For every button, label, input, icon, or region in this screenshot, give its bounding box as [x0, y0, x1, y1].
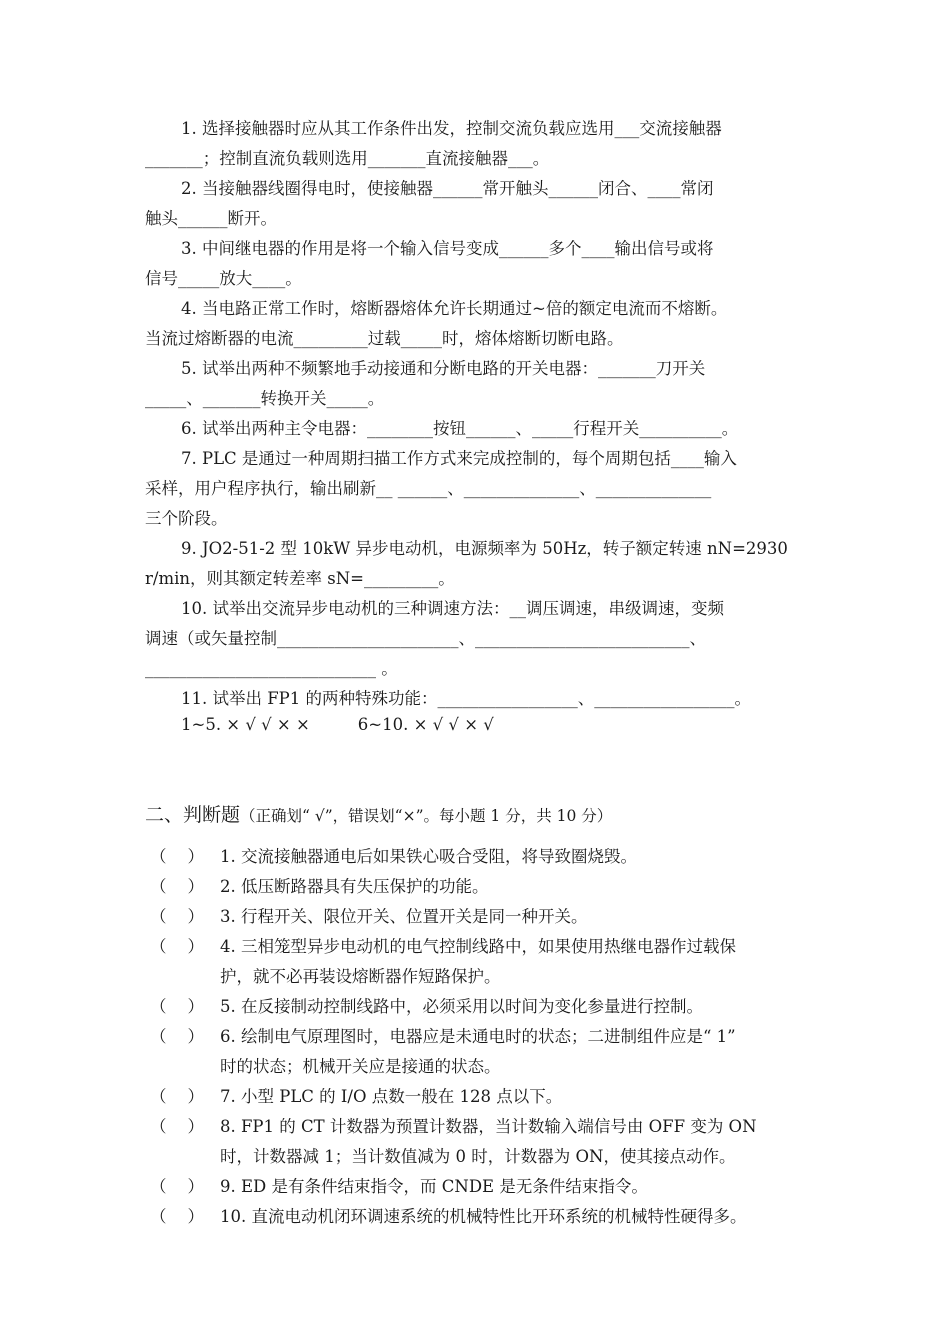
question-3 — [145, 234, 805, 294]
question-line: 5. 试举出两种不频繁地手动接通和分断电路的开关电器：_______刀开关 — [181, 359, 706, 378]
question-line: _____、_______转换开关_____。 — [145, 389, 385, 408]
tf-item-5 — [150, 992, 810, 1022]
question-line: 信号_____放大____。 — [145, 269, 302, 288]
question-line: 9. JO2-51-2 型 10kW 异步电动机，电源频率为 50Hz，转子额定转速 nN=2930 — [181, 539, 788, 558]
question-5 — [145, 354, 805, 414]
question-line: 触头______断开。 — [145, 209, 277, 228]
question-2 — [145, 174, 805, 234]
tf-text: 6. 绘制电气原理图时，电器应是未通电时的状态；二进制组件应是“ 1” — [220, 1027, 736, 1046]
question-9 — [145, 534, 805, 594]
question-1 — [145, 114, 805, 174]
tf-item-3 — [150, 902, 810, 932]
question-line: r/min，则其额定转差率 sN=_________。 — [145, 569, 455, 588]
section-2-heading — [145, 800, 612, 827]
tf-text: 1. 交流接触器通电后如果铁心吸合受阻，将导致圈烧毁。 — [220, 847, 637, 866]
answer-blank[interactable]: （ ） — [150, 1117, 204, 1136]
answer-blank[interactable]: （ ） — [150, 1177, 204, 1196]
question-line: 10. 试举出交流异步电动机的三种调速方法：__调压调速，串级调速，变频 — [181, 599, 724, 618]
question-line: 3. 中间继电器的作用是将一个输入信号变成______多个____输出信号或将 — [181, 239, 714, 258]
tf-text-continued: 时，计数器减 1；当计数值减为 0 时，计数器为 ON，使其接点动作。 — [220, 1147, 736, 1166]
tf-item-6 — [150, 1022, 810, 1082]
tf-item-2 — [150, 872, 810, 902]
tf-text: 9. ED 是有条件结束指令，而 CNDE 是无条件结束指令。 — [220, 1177, 648, 1196]
answer-key-group-1: 1~5. × √ √ × × — [181, 715, 310, 734]
tf-text: 10. 直流电动机闭环调速系统的机械特性比开环系统的机械特性硬得多。 — [220, 1207, 747, 1226]
question-line: 1. 选择接触器时应从其工作条件出发，控制交流负载应选用___交流接触器 — [181, 119, 722, 138]
tf-item-1 — [150, 842, 810, 872]
tf-text-continued: 护，就不必再装设熔断器作短路保护。 — [220, 967, 501, 986]
tf-item-10 — [150, 1202, 810, 1232]
question-line: ____________________________ 。 — [145, 659, 398, 678]
tf-text: 8. FP1 的 CT 计数器为预置计数器，当计数输入端信号由 OFF 变为 ON — [220, 1117, 757, 1136]
question-line: 三个阶段。 — [145, 509, 228, 528]
question-line: 2. 当接触器线圈得电时，使接触器______常开触头______闭合、____常闭 — [181, 179, 714, 198]
question-10 — [145, 594, 805, 684]
answer-blank[interactable]: （ ） — [150, 1207, 204, 1226]
tf-text: 5. 在反接制动控制线路中，必须采用以时间为变化参量进行控制。 — [220, 997, 703, 1016]
answer-blank[interactable]: （ ） — [150, 937, 204, 956]
question-line: 4. 当电路正常工作时，熔断器熔体允许长期通过~倍的额定电流而不熔断。 — [181, 299, 728, 318]
question-line: 调速（或矢量控制______________________、__________________________、 — [145, 629, 706, 648]
tf-text: 3. 行程开关、限位开关、位置开关是同一种开关。 — [220, 907, 588, 926]
question-line: 6. 试举出两种主令电器：________按钮______、_____行程开关__________。 — [181, 419, 739, 438]
question-line: _______；控制直流负载则选用_______直流接触器___。 — [145, 149, 550, 168]
answer-blank[interactable]: （ ） — [150, 1087, 204, 1106]
tf-text-continued: 时的状态；机械开关应是接通的状态。 — [220, 1057, 501, 1076]
fill-in-section — [145, 114, 805, 714]
question-line: 当流过熔断器的电流_________过载_____时，熔体熔断切断电路。 — [145, 329, 624, 348]
question-4 — [145, 294, 805, 354]
section-instructions: （正确划“ √”，错误划“×”。每小题 1 分，共 10 分） — [240, 807, 613, 825]
question-line: 11. 试举出 FP1 的两种特殊功能：_________________、_________________。 — [181, 689, 752, 708]
answer-blank[interactable]: （ ） — [150, 847, 204, 866]
tf-text: 7. 小型 PLC 的 I/O 点数一般在 128 点以下。 — [220, 1087, 563, 1106]
section-title: 二、判断题 — [145, 804, 241, 826]
answer-key-line — [181, 710, 494, 740]
answer-blank[interactable]: （ ） — [150, 1027, 204, 1046]
question-7 — [145, 444, 805, 534]
answer-key-group-2: 6~10. × √ √ × √ — [357, 715, 494, 734]
tf-text: 2. 低压断路器具有失压保护的功能。 — [220, 877, 489, 896]
tf-item-8 — [150, 1112, 810, 1172]
tf-item-4 — [150, 932, 810, 992]
question-6 — [145, 414, 805, 444]
tf-item-7 — [150, 1082, 810, 1112]
tf-item-9 — [150, 1172, 810, 1202]
question-line: 7. PLC 是通过一种周期扫描工作方式来完成控制的，每个周期包括____输入 — [181, 449, 737, 468]
question-line: 采样，用户程序执行，输出刷新__ ______、______________、______________ — [145, 479, 712, 498]
answer-blank[interactable]: （ ） — [150, 877, 204, 896]
answer-blank[interactable]: （ ） — [150, 997, 204, 1016]
tf-text: 4. 三相笼型异步电动机的电气控制线路中，如果使用热继电器作过载保 — [220, 937, 736, 956]
answer-blank[interactable]: （ ） — [150, 907, 204, 926]
true-false-list — [150, 842, 810, 1232]
